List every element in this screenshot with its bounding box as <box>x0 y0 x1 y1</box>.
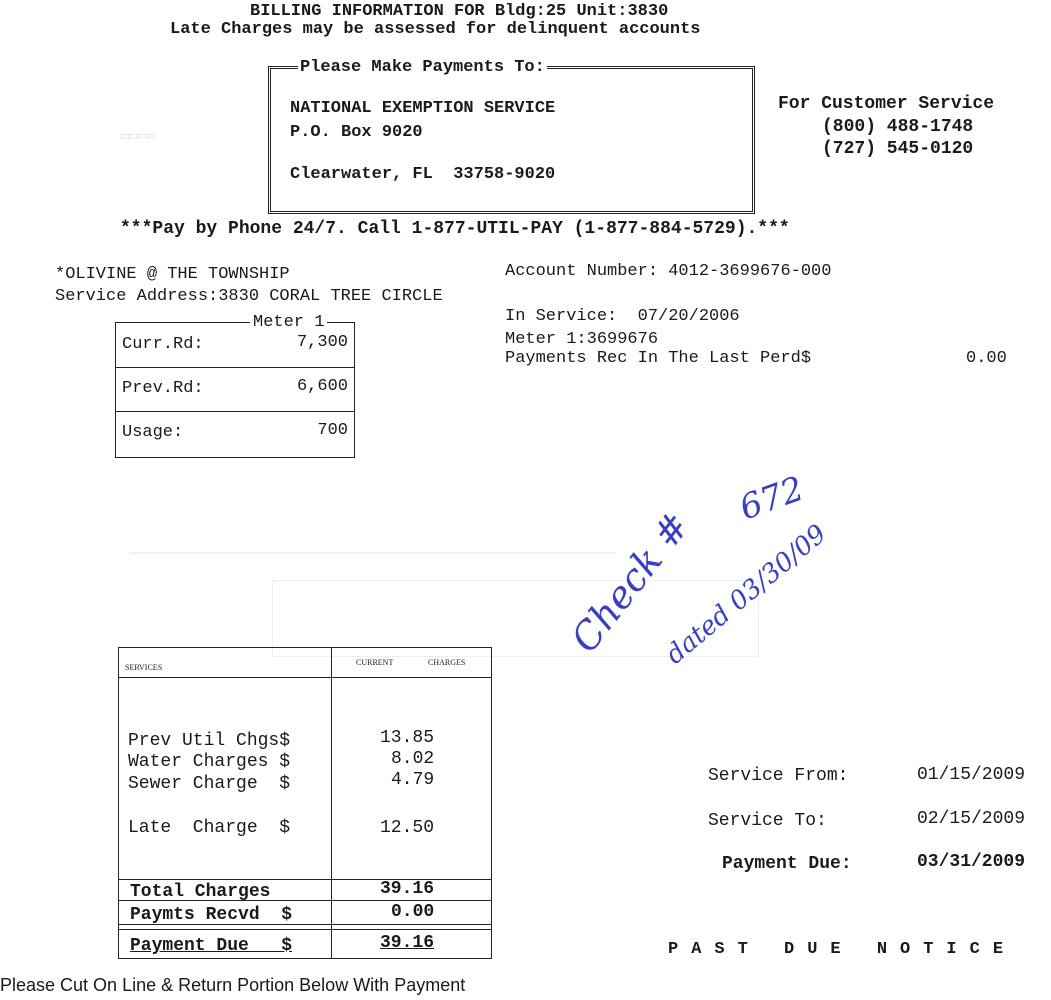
late-charges-notice: Late Charges may be assessed for delinquent accounts <box>170 20 701 39</box>
past-due-notice: PAST DUE NOTICE <box>668 940 1017 959</box>
charge-value: 12.50 <box>380 818 435 838</box>
payments-received-value: 0.00 <box>966 349 1007 368</box>
meter-reading-box <box>115 322 355 458</box>
charge-label: Late Charge $ <box>128 818 291 838</box>
remit-city: Clearwater, FL 33758-9020 <box>290 165 556 184</box>
meter-row <box>116 367 354 412</box>
payment-due-date-value: 03/31/2009 <box>917 852 1026 872</box>
meter-row-value: 700 <box>317 421 348 440</box>
in-service-date: In Service: 07/20/2006 <box>505 307 740 326</box>
bleed-through-text: ▭▭▭▭ <box>120 128 157 145</box>
customer-service-phone-1: (800) 488-1748 <box>822 117 974 137</box>
charges-header-rule <box>119 677 491 678</box>
cut-instruction: Please Cut On Line & Return Portion Below With Payment <box>0 975 466 995</box>
remit-po-box: P.O. Box 9020 <box>290 123 423 142</box>
payment-due-row-label: Payment Due $ <box>130 936 293 956</box>
service-from-value: 01/15/2009 <box>917 765 1026 785</box>
remit-title: Please Make Payments To: <box>300 58 545 77</box>
payment-due-row-value: 39.16 <box>380 933 435 953</box>
total-charges-label: Total Charges <box>130 882 271 902</box>
meter-row-label: Prev.Rd: <box>122 379 204 398</box>
meter-row-value: 7,300 <box>296 333 348 352</box>
customer-service-label: For Customer Service <box>778 94 995 114</box>
total-rule <box>119 924 491 925</box>
payments-received-row-value: 0.00 <box>391 902 435 922</box>
charges-column-header: CHARGES <box>428 658 466 667</box>
charge-value: 4.79 <box>391 770 435 790</box>
charge-label: Sewer Charge $ <box>128 774 291 794</box>
charge-value: 13.85 <box>380 728 435 748</box>
payment-due-date-label: Payment Due: <box>722 854 852 874</box>
meter-number: Meter 1:3699676 <box>505 330 659 349</box>
handwritten-check-number: 672 <box>734 468 810 529</box>
billing-info-title: BILLING INFORMATION FOR Bldg:25 Unit:3830 <box>250 2 669 21</box>
service-from-label: Service From: <box>708 766 849 786</box>
total-rule <box>119 879 491 880</box>
charges-divider <box>331 648 332 958</box>
meter-row-label: Usage: <box>122 423 184 442</box>
property-name: *OLIVINE @ THE TOWNSHIP <box>55 265 290 284</box>
payments-received-row-label: Paymts Recvd $ <box>130 905 293 925</box>
account-number: Account Number: 4012-3699676-000 <box>505 262 832 281</box>
payments-received-label: Payments Rec In The Last Perd$ <box>505 349 812 368</box>
meter-row-value: 6,600 <box>296 377 348 396</box>
total-rule <box>119 929 491 930</box>
remit-name: NATIONAL EXEMPTION SERVICE <box>290 99 556 118</box>
service-address: Service Address:3830 CORAL TREE CIRCLE <box>55 287 443 306</box>
bleed-through-text: —————————————————————————————————————————————————————— <box>130 545 617 562</box>
handwritten-check-label: Check # <box>562 504 699 661</box>
current-column-header: CURRENT <box>356 658 394 667</box>
service-to-value: 02/15/2009 <box>917 809 1026 829</box>
charge-label: Water Charges $ <box>128 752 291 772</box>
services-column-header: SERVICES <box>125 663 163 672</box>
handwritten-date: dated 03/30/09 <box>660 519 833 671</box>
charge-value: 8.02 <box>391 749 435 769</box>
pay-by-phone-line: ***Pay by Phone 24/7. Call 1-877-UTIL-PAY (1-877-884-5729).*** <box>120 219 790 239</box>
customer-service-phone-2: (727) 545-0120 <box>822 139 974 159</box>
meter-row-label: Curr.Rd: <box>122 335 204 354</box>
meter-row <box>116 411 354 455</box>
handwritten-check-note <box>562 468 880 690</box>
total-charges-value: 39.16 <box>380 879 435 899</box>
charge-label: Prev Util Chgs$ <box>128 731 291 751</box>
total-rule <box>119 900 491 901</box>
meter-box-title: Meter 1 <box>250 313 327 332</box>
service-to-label: Service To: <box>708 811 827 831</box>
